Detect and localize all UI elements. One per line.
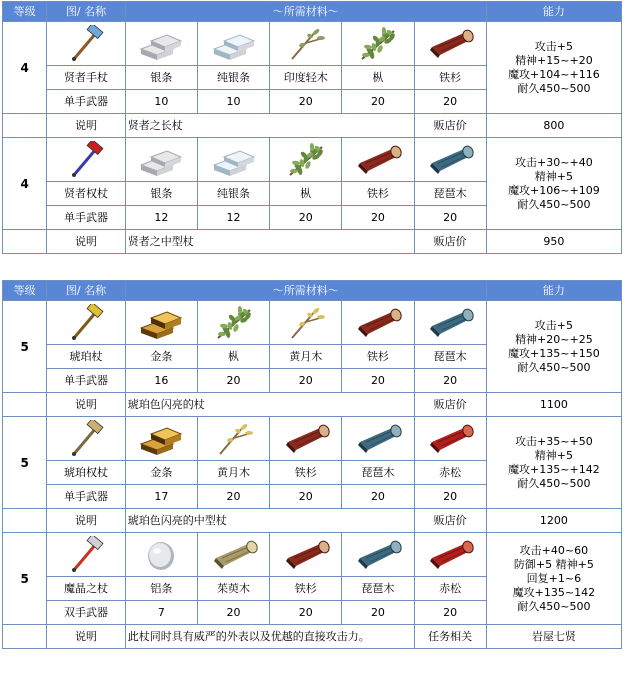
weapon-name: 琥珀权杖: [47, 461, 125, 485]
amber-axe-staff-icon: [60, 304, 112, 342]
ability-line: 攻击+40~60: [519, 543, 589, 557]
ability-line: 魔攻+135~+142: [508, 462, 600, 476]
material-icon-cell: [342, 22, 414, 66]
price-value: 800: [486, 114, 621, 138]
material-icon-cell: [342, 301, 414, 345]
silver-bar-icon: [135, 141, 187, 179]
ability-list: [486, 138, 621, 230]
material-name: 琵琶木: [342, 461, 414, 485]
weapon-icon-cell: [47, 417, 125, 461]
desc-spacer: [3, 230, 47, 254]
material-icon-cell: [270, 138, 342, 182]
item-level: 4: [3, 22, 47, 114]
fir-branch-icon: [352, 25, 404, 63]
material-icon-cell: [197, 138, 269, 182]
material-name: 铝条: [125, 577, 197, 601]
material-icon-cell: [125, 417, 197, 461]
material-icon-cell: [270, 533, 342, 577]
material-name: 金条: [125, 461, 197, 485]
header-ability: 能力: [486, 2, 621, 22]
weapon-icon-cell: [47, 533, 125, 577]
material-name: 铁杉: [342, 345, 414, 369]
header-materials: ～所需材料～: [125, 2, 486, 22]
material-name: 茱萸木: [197, 577, 269, 601]
material-qty: 20: [342, 369, 414, 393]
material-icon-cell: [342, 417, 414, 461]
price-value: 1200: [486, 509, 621, 533]
item-icon-row: [3, 22, 622, 66]
material-qty: 20: [270, 206, 342, 230]
price-value: 1100: [486, 393, 621, 417]
header-name: 图/ 名称: [47, 281, 125, 301]
weapon-icon-cell: [47, 301, 125, 345]
price-label: 贩店价: [414, 114, 486, 138]
material-icon-cell: [342, 533, 414, 577]
material-icon-cell: [197, 22, 269, 66]
material-qty: 10: [125, 90, 197, 114]
desc-label: 说明: [47, 230, 125, 254]
red-log-icon: [352, 304, 404, 342]
material-qty: 20: [270, 485, 342, 509]
material-name: 琵琶木: [414, 345, 486, 369]
ability-line: 攻击+35~+50: [515, 434, 593, 448]
item-desc-row: [3, 230, 622, 254]
ability-line: 精神+5: [534, 448, 573, 462]
ability-list: [486, 22, 621, 114]
header-level: 等级: [3, 2, 47, 22]
red-log-icon: [352, 141, 404, 179]
ability-line: 防御+5 精神+5: [513, 557, 594, 571]
material-qty: 20: [414, 601, 486, 625]
silver-bar-icon: [135, 25, 187, 63]
header-row: [3, 281, 622, 301]
price-label: 任务相关: [414, 625, 486, 649]
material-qty: 7: [125, 601, 197, 625]
twig-icon: [280, 25, 332, 63]
item-level: 5: [3, 533, 47, 625]
desc-label: 说明: [47, 393, 125, 417]
material-icon-cell: [414, 301, 486, 345]
ability-line: 耐久450~500: [517, 476, 591, 490]
ability-list: [486, 533, 621, 625]
gold-bar-icon: [135, 304, 187, 342]
item-description: 琥珀色闪亮的杖: [125, 393, 414, 417]
material-name: 赤松: [414, 461, 486, 485]
header-row: [3, 2, 622, 22]
item-level: 4: [3, 138, 47, 230]
ability-line: 魔攻+135~142: [512, 585, 596, 599]
material-icon-cell: [270, 22, 342, 66]
weapon-type: 单手武器: [47, 206, 125, 230]
gold-bar-icon: [135, 420, 187, 458]
material-icon-cell: [125, 301, 197, 345]
ability-line: 精神+5: [534, 169, 573, 183]
material-qty: 20: [270, 90, 342, 114]
desc-spacer: [3, 509, 47, 533]
weapon-type: 单手武器: [47, 90, 125, 114]
item-desc-row: [3, 393, 622, 417]
material-icon-cell: [125, 533, 197, 577]
crimson-log-icon: [424, 536, 476, 574]
blue-log-icon: [424, 141, 476, 179]
material-qty: 20: [414, 206, 486, 230]
ability-line: 回复+1~6: [526, 571, 582, 585]
weapon-table: [2, 280, 622, 649]
material-icon-cell: [197, 417, 269, 461]
material-qty: 20: [414, 369, 486, 393]
material-icon-cell: [414, 22, 486, 66]
weapon-icon-cell: [47, 22, 125, 66]
material-icon-cell: [414, 417, 486, 461]
material-icon-cell: [270, 301, 342, 345]
material-name: 金条: [125, 345, 197, 369]
crimson-log-icon: [424, 420, 476, 458]
material-name: 赤松: [414, 577, 486, 601]
material-qty: 20: [270, 369, 342, 393]
item-desc-row: [3, 625, 622, 649]
magic-crystal-hammer-icon: [60, 536, 112, 574]
item-level: 5: [3, 301, 47, 393]
ability-line: 攻击+5: [534, 318, 573, 332]
material-icon-cell: [342, 138, 414, 182]
material-qty: 20: [342, 90, 414, 114]
price-label: 贩店价: [414, 509, 486, 533]
ability-line: 攻击+5: [534, 39, 573, 53]
desc-spacer: [3, 393, 47, 417]
ability-line: 魔攻+135~+150: [508, 346, 600, 360]
item-description: 此杖同时具有威严的外表以及优越的直接攻击力。: [125, 625, 414, 649]
material-name: 枞: [197, 345, 269, 369]
pure-silver-bar-icon: [208, 25, 260, 63]
material-qty: 12: [125, 206, 197, 230]
price-label: 贩店价: [414, 230, 486, 254]
material-name: 枞: [342, 66, 414, 90]
material-name: 铁杉: [414, 66, 486, 90]
item-icon-row: [3, 138, 622, 182]
desc-label: 说明: [47, 625, 125, 649]
material-qty: 20: [270, 601, 342, 625]
material-name: 黄月木: [270, 345, 342, 369]
ability-line: 耐久450~500: [517, 197, 591, 211]
material-qty: 20: [197, 601, 269, 625]
item-description: 贤者之长杖: [125, 114, 414, 138]
material-name: 铁杉: [342, 182, 414, 206]
ability-line: 耐久450~500: [517, 599, 591, 613]
item-level: 5: [3, 417, 47, 509]
price-label: 贩店价: [414, 393, 486, 417]
item-desc-row: [3, 114, 622, 138]
ability-list: [486, 417, 621, 509]
fir-branch-icon: [280, 141, 332, 179]
material-qty: 20: [197, 485, 269, 509]
weapon-type: 单手武器: [47, 485, 125, 509]
material-qty: 10: [197, 90, 269, 114]
item-desc-row: [3, 509, 622, 533]
item-description: 贤者之中型杖: [125, 230, 414, 254]
weapon-name: 琥珀杖: [47, 345, 125, 369]
red-log-icon: [280, 536, 332, 574]
material-qty: 20: [414, 90, 486, 114]
material-name: 琵琶木: [414, 182, 486, 206]
desc-label: 说明: [47, 114, 125, 138]
material-name: 纯银条: [197, 66, 269, 90]
material-icon-cell: [270, 417, 342, 461]
desc-label: 说明: [47, 509, 125, 533]
ability-line: 魔攻+106~+109: [508, 183, 600, 197]
material-icon-cell: [125, 22, 197, 66]
ability-line: 精神+15~+20: [515, 53, 593, 67]
desc-spacer: [3, 114, 47, 138]
weapon-type: 单手武器: [47, 369, 125, 393]
material-icon-cell: [414, 138, 486, 182]
material-name: 银条: [125, 66, 197, 90]
price-value: 岩屋七贤: [486, 625, 621, 649]
material-qty: 12: [197, 206, 269, 230]
material-icon-cell: [197, 533, 269, 577]
material-icon-cell: [414, 533, 486, 577]
blue-log-icon: [424, 304, 476, 342]
fir-branch-icon: [208, 304, 260, 342]
olive-log-icon: [208, 536, 260, 574]
aluminum-disc-icon: [135, 536, 187, 574]
pure-silver-bar-icon: [208, 141, 260, 179]
weapon-name: 贤者手杖: [47, 66, 125, 90]
material-name: 印度轻木: [270, 66, 342, 90]
weapon-type: 双手武器: [47, 601, 125, 625]
material-qty: 20: [197, 369, 269, 393]
material-name: 枞: [270, 182, 342, 206]
material-name: 琵琶木: [342, 577, 414, 601]
yellow-twig-icon: [208, 420, 260, 458]
material-name: 铁杉: [270, 577, 342, 601]
item-icon-row: [3, 533, 622, 577]
material-icon-cell: [197, 301, 269, 345]
red-log-icon: [280, 420, 332, 458]
desc-spacer: [3, 625, 47, 649]
material-qty: 17: [125, 485, 197, 509]
material-name: 银条: [125, 182, 197, 206]
item-description: 琥珀色闪亮的中型杖: [125, 509, 414, 533]
red-scepter-icon: [60, 141, 112, 179]
ability-line: 耐久450~500: [517, 81, 591, 95]
ability-line: 魔攻+104~+116: [508, 67, 600, 81]
material-name: 黄月木: [197, 461, 269, 485]
material-qty: 20: [342, 485, 414, 509]
yellow-twig-icon: [280, 304, 332, 342]
header-level: 等级: [3, 281, 47, 301]
header-materials: ～所需材料～: [125, 281, 486, 301]
material-qty: 20: [342, 206, 414, 230]
material-icon-cell: [125, 138, 197, 182]
ability-line: 耐久450~500: [517, 360, 591, 374]
ability-list: [486, 301, 621, 393]
item-icon-row: [3, 417, 622, 461]
header-ability: 能力: [486, 281, 621, 301]
red-log-icon: [424, 25, 476, 63]
price-value: 950: [486, 230, 621, 254]
material-qty: 20: [342, 601, 414, 625]
material-name: 铁杉: [270, 461, 342, 485]
weapon-table: [2, 1, 622, 254]
weapon-name: 贤者权杖: [47, 182, 125, 206]
material-name: 纯银条: [197, 182, 269, 206]
ability-line: 攻击+30~+40: [515, 155, 593, 169]
material-qty: 16: [125, 369, 197, 393]
staff-hammer-icon: [60, 25, 112, 63]
ability-line: 精神+20~+25: [515, 332, 593, 346]
amber-scepter-icon: [60, 420, 112, 458]
material-qty: 20: [414, 485, 486, 509]
blue-log-icon: [352, 420, 404, 458]
item-icon-row: [3, 301, 622, 345]
blue-log-icon: [352, 536, 404, 574]
weapon-name: 魔晶之杖: [47, 577, 125, 601]
header-name: 图/ 名称: [47, 2, 125, 22]
weapon-icon-cell: [47, 138, 125, 182]
